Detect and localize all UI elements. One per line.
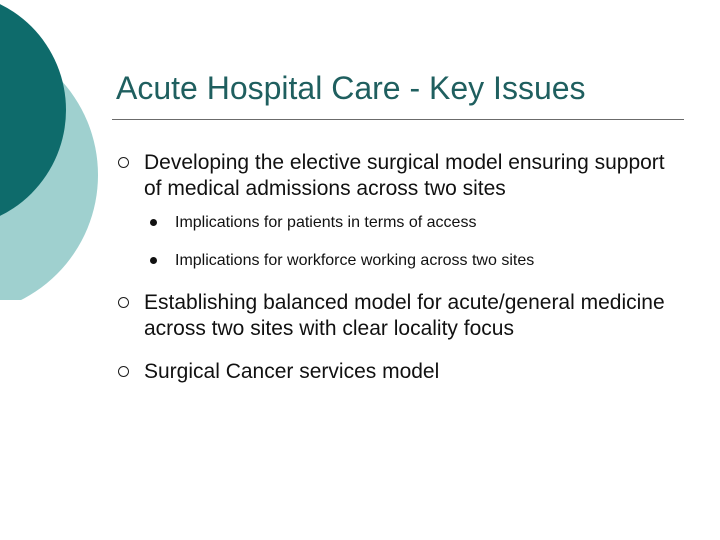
hollow-circle-bullet-icon xyxy=(118,297,129,308)
sub-bullet-text: Implications for patients in terms of access xyxy=(175,214,477,231)
slide-title: Acute Hospital Care - Key Issues xyxy=(116,70,586,106)
bullet-text: Establishing balanced model for acute/general medicine across two sites with clear locality focus xyxy=(144,291,665,340)
sub-bullet-text: Implications for workforce working across two sites xyxy=(175,252,535,269)
solid-dot-bullet-icon xyxy=(150,257,157,264)
bullet-text: Surgical Cancer services model xyxy=(144,360,440,383)
bullet-text: Developing the elective surgical model ensuring support of medical admissions across two sites xyxy=(144,151,665,200)
hollow-circle-bullet-icon xyxy=(118,366,129,377)
hollow-circle-bullet-icon xyxy=(118,157,129,168)
solid-dot-bullet-icon xyxy=(150,219,157,226)
